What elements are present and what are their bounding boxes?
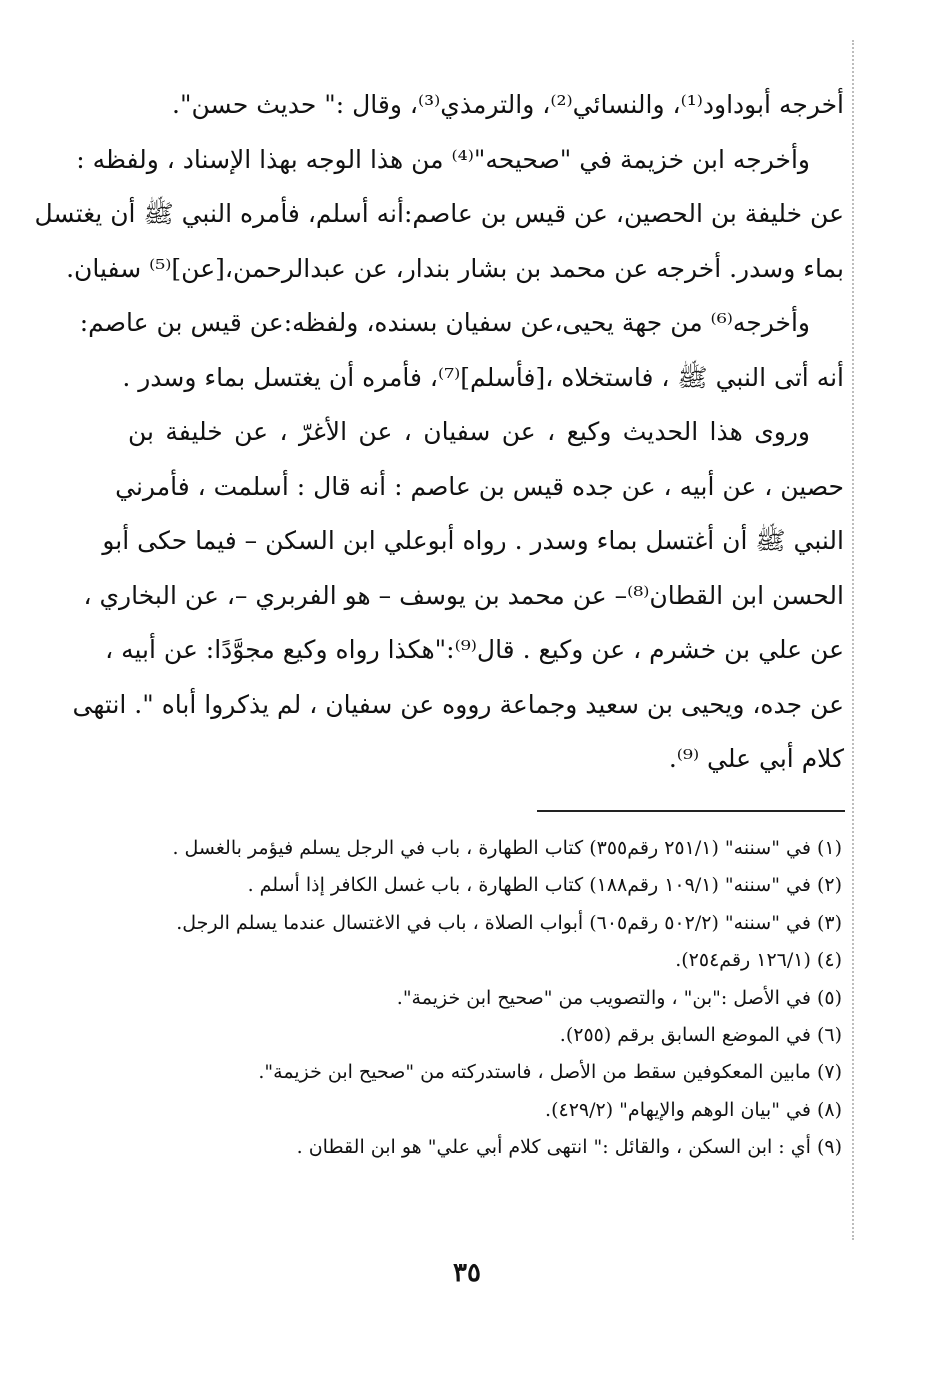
body-line: كلام أبي علي ⁽⁹⁾. xyxy=(668,744,844,773)
footnote: (٤) (١٢٦/١ رقم٢٥٤). xyxy=(675,949,842,972)
footnote: (٦) في الموضع السابق برقم (٢٥٥). xyxy=(559,1023,842,1046)
footnote-separator xyxy=(537,810,845,812)
main-text xyxy=(34,78,844,787)
body-line: الحسن ابن القطان⁽⁸⁾– عن محمد بن يوسف – هو الفربري –، عن البخاري ، xyxy=(83,580,844,610)
footnote: (٨) في "بيان الوهم والإيهام" (٤٢٩/٢). xyxy=(545,1098,842,1121)
body-line: عن جده، ويحيى بن سعيد وجماعة رووه عن سفيان ، لم يذكروا أباه ". انتهى xyxy=(72,689,844,719)
body-line: بماء وسدر. أخرجه عن محمد بن بشار بندار، عن عبدالرحمن،[عن]⁽⁵⁾ سفيان. xyxy=(66,253,844,283)
body-line: أخرجه أبوداود⁽¹⁾، والنسائي⁽²⁾، والترمذي⁽³⁾، وقال :" حديث حسن". xyxy=(172,90,844,119)
body-line: النبي ﷺ أن أغتسل بماء وسدر . رواه أبوعلي ابن السكن – فيما حكى أبو xyxy=(102,526,844,555)
body-line: وروى هذا الحديث وكيع ، عن سفيان ، عن الأغرّ ، عن خليفة بن xyxy=(128,417,810,446)
margin-dotted-line xyxy=(852,40,854,1240)
footnote: (٣) في "سننه" (٥٠٢/٢ رقم٦٠٥) أبواب الصلاة ، باب في الاغتسال عندما يسلم الرجل. xyxy=(176,911,842,934)
footnote: (٥) في الأصل :"بن" ، والتصويب من "صحيح ابن خزيمة". xyxy=(396,986,842,1009)
body-line: أنه أتى النبي ﷺ ، فاستخلاه ،[فأسلم]⁽⁷⁾، فأمره أن يغتسل بماء وسدر . xyxy=(122,362,844,392)
body-line: وأخرجه⁽⁶⁾ من جهة يحيى،عن سفيان بسنده، ولفظه:عن قيس بن عاصم: xyxy=(79,308,810,337)
footnote: (١) في "سننه" (٢٥١/١ رقم٣٥٥) كتاب الطهارة ، باب في الرجل يسلم فيؤمر بالغسل . xyxy=(172,837,842,859)
page-number: ٣٥ xyxy=(453,1258,481,1288)
footnote: (٢) في "سننه" (١٠٩/١ رقم١٨٨) كتاب الطهارة ، باب غسل الكافر إذا أسلم . xyxy=(247,874,842,897)
body-line: حصين ، عن أبيه ، عن جده قيس بن عاصم : أنه قال : أسلمت ، فأمرني xyxy=(115,471,844,501)
body-line: وأخرجه ابن خزيمة في "صحيحه"⁽⁴⁾ من هذا الوجه بهذا الإسناد ، ولفظه : xyxy=(76,144,810,174)
footnote: (٧) مابين المعكوفين سقط من الأصل ، فاستدركته من "صحيح ابن خزيمة". xyxy=(258,1061,842,1084)
footnotes xyxy=(100,830,842,1167)
body-line: عن علي بن خشرم ، عن وكيع . قال⁽⁹⁾:"هكذا رواه وكيع مجوَّدًا: عن أبيه ، xyxy=(105,635,844,664)
footnote: (٩) أي : ابن السكن ، والقائل :" انتهى كلام أبي علي" هو ابن القطان . xyxy=(296,1136,842,1159)
body-line: عن خليفة بن الحصين، عن قيس بن عاصم:أنه أسلم، فأمره النبي ﷺ أن يغتسل xyxy=(34,199,844,228)
